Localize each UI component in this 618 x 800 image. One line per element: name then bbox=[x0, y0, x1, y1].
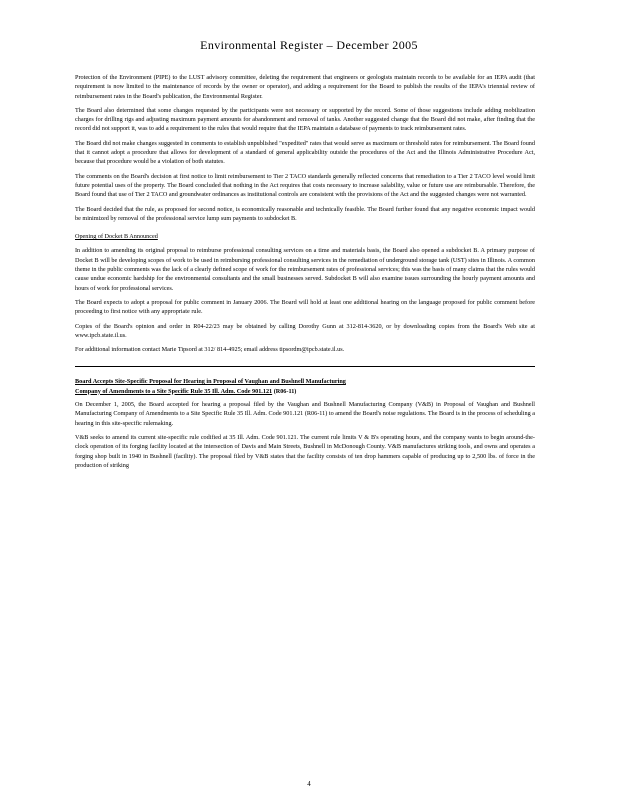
paragraph: V&B seeks to amend its current site-specific rule codified at 35 Ill. Adm. Code 901.121. The current rule limits V & B's operating hours, and the company wants to begin around-the-clock operation of its forging facility located at the intersection of Davis and Main Streets, Bushnell in McDonough County. V&B manufactures striking tools, and owns and operates a forging shop built in 1940 in Bushnell (facility). The proposal filed by V&B states that the facility consists of ten drop hammers capable of producing up to 2,500 lbs. of force in the production of striking bbox=[75, 433, 535, 469]
paragraph: The Board expects to adopt a proposal for public comment in January 2006. The Board will hold at least one additional hearing on the language proposed for public comment before proceeding to first notice with any appropriate rule. bbox=[75, 298, 535, 316]
paragraph: On December 1, 2005, the Board accepted for hearing a proposal filed by the Vaughan and Bushnell Manufacturing Company (V&B) in Proposal of Vaughan and Bushnell Manufacturing Company of Amendments to a Site Specific Rule 35 Ill. Adm. Code 901.121 (R06-11) to amend the Board's noise regulations. The Board is in the process of scheduling a hearing in this site-specific rulemaking. bbox=[75, 401, 535, 427]
paragraph: The Board decided that the rule, as proposed for second notice, is economically reasonable and technically feasible. The Board further found that any negative economic impact would be minimized by removal of the professional service lump sum payments to subdocket B. bbox=[75, 205, 535, 222]
paragraph: In addition to amending its original proposal to reimburse professional consulting services on a time and materials basis, the Board also opened a subdocket B. A primary purpose of Docket B will be developing scopes of work to be used in reimbursing professional consulting services in the remediation of underground storage tank (UST) sites in Illinois. A common theme in the public comments was the lack of a clearly defined scope of work for the reimbursement rates of professional services; this was the basis of many claims that the rules would cause undue economic hardship for the environmental consultants and the small businesses served. Subdocket B will also examine issues surrounding the hourly payment amounts and hours of work for professional services. bbox=[75, 247, 535, 292]
section-divider bbox=[75, 366, 535, 367]
paragraph: The Board also determined that some changes requested by the participants were not necessary or supported by the record. Some of those suggestions include adding mobilization charges for drilling rigs and adjusting maximum payment amounts for abandonment and removal of tanks. Another suggested change that the Board did not make, after finding that the record did not support it, was to add a requirement to the rules that would require that the IEPA maintain a database of payments to track reimbursement rates. bbox=[75, 106, 535, 133]
page-header bbox=[0, 38, 618, 53]
section-heading-text: Opening of Docket B Announced bbox=[75, 233, 158, 241]
page-number: 4 bbox=[307, 780, 311, 788]
header-title: Environmental Register – December 2005 bbox=[200, 38, 418, 52]
paragraph: For additional information contact Marie Tipsord at 312/ 814-4925; email address tipsordm@ipcb.state.il.us. bbox=[75, 346, 345, 354]
section-heading-docket-number: (R06-11) bbox=[272, 387, 297, 395]
document-body bbox=[75, 73, 535, 475]
paragraph: Protection of the Environment (PIPE) to the LUST advisory committee, deleting the requirement that engineers or geologists maintain records to be available for an IEPA audit (that requirement is now limited to the maintenance of records by the owner or operator), and adding a requirement for the Board to publish the results of the IEPA's triennial review of reimbursement rates in the Board's publication, the Environmental Register. bbox=[75, 74, 535, 100]
paragraph: The Board did not make changes suggested in comments to establish unpublished "expedited" rates that would serve as maximum or threshold rates for reimbursement. The Board found that it cannot adopt a procedure that allows for development of a standard of general applicability outside the procedures of the Act and the Illinois Administrative Procedure Act, because that procedure would be a violation of both statutes. bbox=[75, 139, 535, 166]
section-heading-docket-b bbox=[75, 232, 535, 241]
paragraph: Copies of the Board's opinion and order in R04-22/23 may be obtained by calling Dorothy Gunn at 312-814-3620, or by downloading copies from the Board's Web site at www.ipcb.state.il.us. bbox=[75, 322, 535, 339]
section-heading-vaughan bbox=[75, 377, 535, 396]
section-heading-line2: Company of Amendments to a Site Specific Rule 35 Ill. Adm. Code 901.121 bbox=[75, 387, 273, 395]
paragraph: The comments on the Board's decision at first notice to limit reimbursement to Tier 2 TACO standards generally reflected concerns that remediation to a Tier 2 TACO level would limit future potential uses of the property. The Board concluded that nothing in the Act requires that costs necessary to increase salability, value or future use are reimbursable. Therefore, the Board found that use of Tier 2 TACO and groundwater ordinances as institutional controls are consistent with the provisions of the Act and the suggested changes were not warranted. bbox=[75, 172, 535, 199]
section-heading-line1: Board Accepts Site-Specific Proposal for Hearing in Proposal of Vaughan and Bushnell Manufacturing bbox=[75, 378, 346, 386]
